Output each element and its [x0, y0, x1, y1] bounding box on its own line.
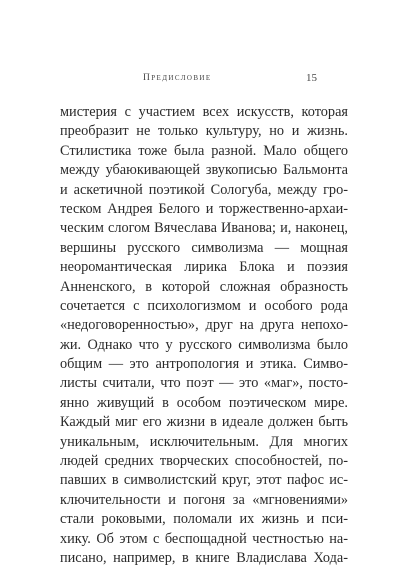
text-line: янно живущий в особом поэтическом мире. — [60, 394, 348, 411]
text-line: «недоговоренностью», друг на друга непохо- — [60, 317, 348, 334]
body-text — [60, 103, 348, 568]
text-line: листы считали, что поэт — это «маг», посто- — [60, 375, 348, 392]
text-line: хику. Об этом с беспощадной честностью на- — [60, 530, 348, 547]
text-line: павших в символистский круг, этот пафос ис- — [60, 472, 348, 489]
text-line: Стилистика тоже была разной. Мало общего — [60, 142, 348, 159]
text-line: ческим слогом Вячеслава Иванова; и, наконец, — [60, 220, 348, 237]
text-line: стали роковыми, поломали их жизнь и пси- — [60, 511, 348, 528]
text-line: писано, например, в книге Владислава Хода- — [60, 549, 348, 566]
text-line: общим — это антропология и этика. Симво- — [60, 356, 348, 373]
text-line: мистерия с участием всех искусств, которая — [60, 104, 348, 120]
text-line: ключительности и погоня за «мгновениями» — [60, 491, 348, 508]
text-line: вершины русского символизма — мощная — [60, 239, 348, 256]
text-line: между убаюкивающей звукописью Бальмонта — [60, 162, 348, 179]
text-line: людей средних творческих способностей, по- — [60, 453, 348, 470]
text-line: Анненского, в которой сложная образность — [60, 278, 348, 295]
section-title: Предисловие — [143, 73, 212, 83]
running-head — [83, 73, 317, 87]
text-line: теском Андрея Белого и торжественно-архаи- — [60, 200, 348, 217]
text-line: уникальным, исключительным. Для многих — [60, 433, 348, 450]
text-line: жи. Однако что у русского символизма было — [60, 336, 348, 353]
text-line: Каждый миг его жизни в идеале должен быть — [60, 414, 348, 431]
page-number: 15 — [306, 72, 317, 84]
text-line: преобразит не только культуру, но и жизнь. — [60, 123, 348, 140]
text-line: сочетается с психологизмом и особого рода — [60, 297, 348, 314]
text-line: неоромантическая лирика Блока и поэзия — [60, 259, 348, 276]
text-line: и аскетичной поэтикой Сологуба, между гро- — [60, 181, 348, 198]
